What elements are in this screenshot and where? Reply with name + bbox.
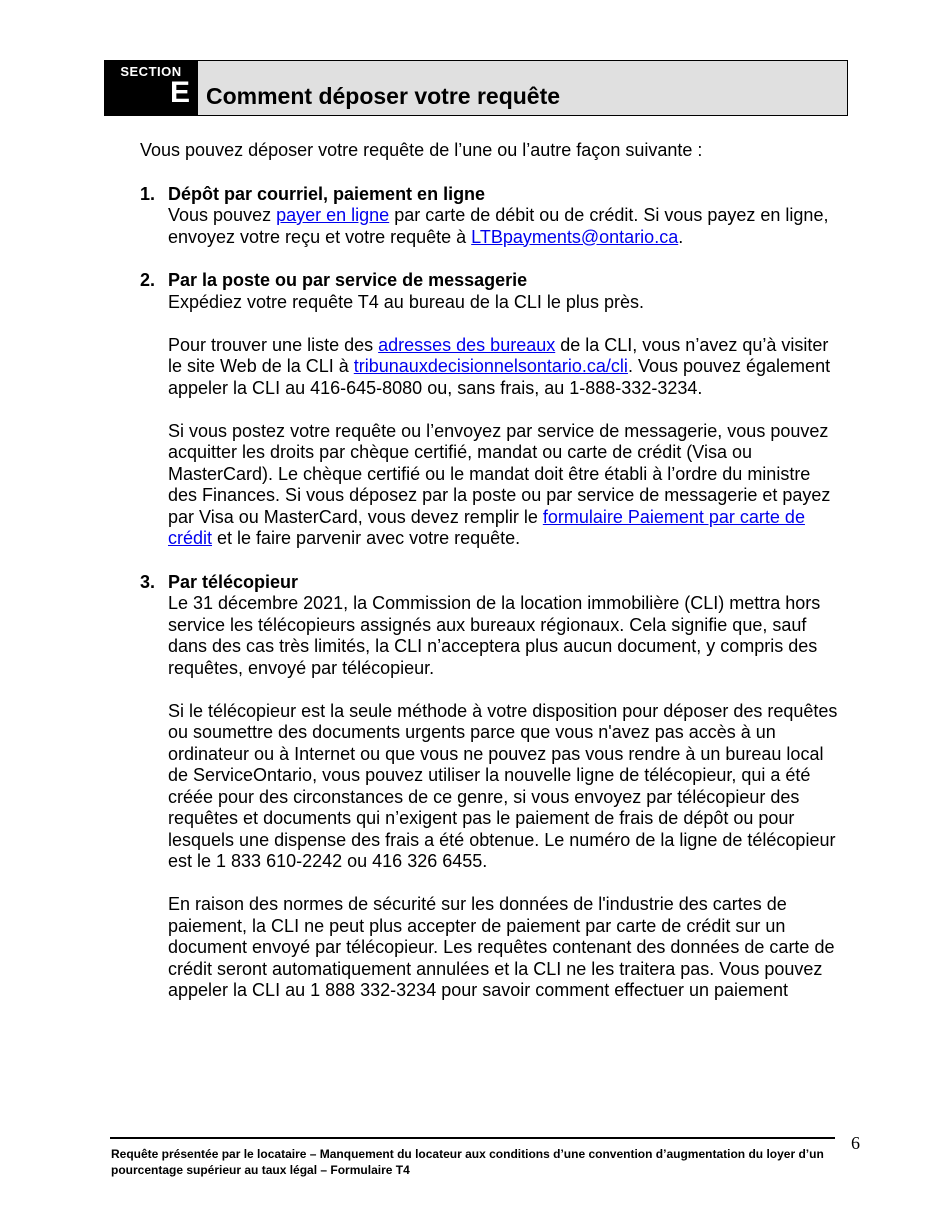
list-item-email xyxy=(140,184,840,249)
footer-text: Requête présentée par le locataire – Manquement du locateur aux conditions d’une convention d’augmentation du loyer d’un pourcentage supérieur au taux légal – Formulaire T4 xyxy=(111,1147,824,1177)
item-paragraph: Expédiez votre requête T4 au bureau de la CLI le plus près. xyxy=(168,291,644,312)
footer-divider xyxy=(110,1137,835,1139)
pay-online-link[interactable]: payer en ligne xyxy=(276,205,390,225)
intro-text: Vous pouvez déposer votre requête de l’une ou l’autre façon suivante : xyxy=(140,140,703,160)
item-number: 1. xyxy=(140,183,156,204)
item-paragraph xyxy=(168,421,840,550)
page-number: 6 xyxy=(851,1133,860,1153)
item-paragraph xyxy=(168,205,840,248)
text-run: et le faire parvenir avec votre requête. xyxy=(212,528,521,548)
section-tag xyxy=(104,60,198,116)
document-body xyxy=(140,140,840,1024)
item-paragraph: Le 31 décembre 2021, la Commission de la location immobilière (CLI) mettra hors service les télécopieurs assignés aux bureaux régionaux. Cela signifie que, sauf dans des cas très limités, la CLI n’acceptera plus aucun document, y compris des requêtes, envoyé par télécopieur. xyxy=(168,593,821,678)
text-run: Si vous postez votre requête ou l’envoyez par service de messagerie, vous pouvez acquitter les droits par chèque certifié, mandat ou carte de crédit (Visa ou MasterCard). Le chèque certifié ou le mandat doit être établi à l’ordre du ministre des Finances. Si vous déposez par la poste ou par service de messagerie et payez par Visa ou MasterCard, vous devez remplir le xyxy=(168,420,831,527)
item-paragraph: Si le télécopieur est la seule méthode à votre disposition pour déposer des requêtes ou soumettre des documents urgents parce que vous n'avez pas accès à un ordinateur ou à Internet ou que vous ne pouvez pas vous rendre à un bureau local de ServiceOntario, vous pouvez utiliser la nouvelle ligne de télécopieur, qui a été créée pour des circonstances de ce genre, si vous envoyez par télécopieur des requêtes et documents qui n’exigent pas le paiement de frais de dépôt ou pour lesquels une dispense des frais a été obtenue. Le numéro de la ligne de télécopieur est le 1 833 610-2242 ou 416 326 6455. xyxy=(168,700,838,871)
text-run: par carte de débit ou de crédit. Si vous payez en ligne, envoyez votre reçu et votre requête à xyxy=(168,205,829,247)
section-header xyxy=(104,60,848,116)
text-run: Pour trouver une liste des xyxy=(168,334,379,355)
text-run: de la CLI, vous n’avez qu’à visiter le site Web de la CLI à xyxy=(168,334,829,376)
section-letter: E xyxy=(169,76,190,109)
ltb-payments-email-link[interactable]: LTBpayments@ontario.ca xyxy=(471,226,679,247)
item-title: Dépôt par courriel, paiement en ligne xyxy=(168,183,486,204)
website-link[interactable]: tribunauxdecisionnelsontario.ca/cli xyxy=(353,356,628,376)
credit-card-form-link[interactable]: formulaire Paiement par carte de crédit xyxy=(168,506,805,548)
text-run: . Vous pouvez également appeler la CLI au 416-645-8080 ou, sans frais, au 1-888-332-3234. xyxy=(168,356,831,398)
list-item-fax xyxy=(140,572,840,1002)
item-title: Par la poste ou par service de messagerie xyxy=(168,270,528,290)
item-title: Par télécopieur xyxy=(168,571,299,592)
text-run: Vous pouvez xyxy=(168,205,277,225)
item-number: 2. xyxy=(140,270,156,290)
item-number: 3. xyxy=(140,571,156,592)
item-paragraph: En raison des normes de sécurité sur les données de l'industrie des cartes de paiement, la CLI ne peut plus accepter de paiement par carte de crédit sur un document envoyé par télécopieur. Les requêtes contenant des données de carte de crédit seront automatiquement annulées et la CLI ne les traitera pas. Vous pouvez appeler la CLI au 1 888 332-3234 pour savoir comment effectuer un paiement xyxy=(168,894,835,1000)
item-paragraph xyxy=(168,335,840,400)
list-item-mail xyxy=(140,270,840,550)
office-addresses-link[interactable]: adresses des bureaux xyxy=(378,334,556,355)
text-run: . xyxy=(678,226,684,247)
section-word: SECTION xyxy=(120,64,182,79)
page-title: Comment déposer votre requête xyxy=(206,83,561,109)
